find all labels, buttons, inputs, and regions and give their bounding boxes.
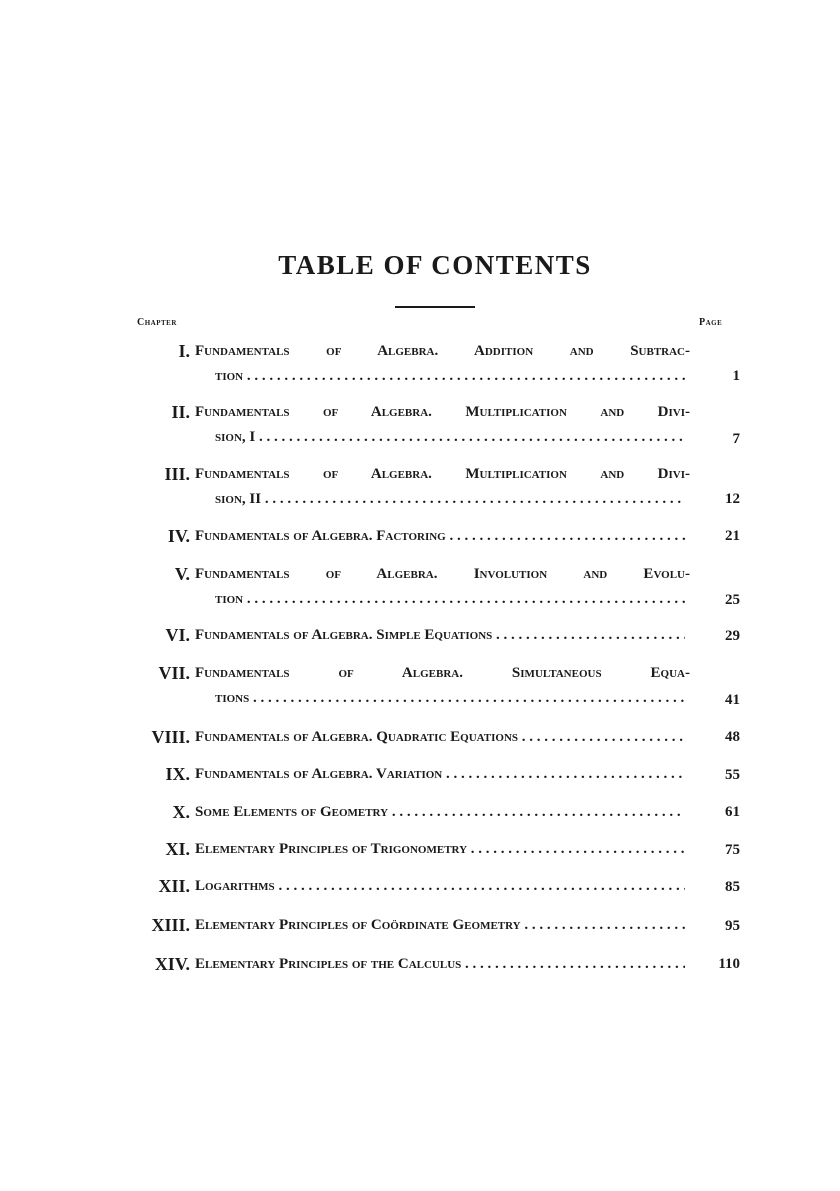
page-number: 61: [725, 804, 740, 820]
chapter-title: Fundamentals of Algebra. Involution and Evolu-: [195, 566, 690, 582]
page-column-header: Page: [699, 317, 723, 328]
page-number: 55: [725, 767, 740, 783]
page-number: 7: [732, 431, 740, 447]
chapter-number: I.: [178, 341, 190, 361]
chapter-number: VI.: [165, 625, 190, 645]
page-number: 29: [725, 628, 740, 644]
chapter-title: Elementary Principles of the Calculus . . .: [195, 953, 685, 975]
chapter-title: Fundamentals of Algebra. Simple Equations . . .: [195, 624, 685, 646]
page-number: 85: [725, 879, 740, 895]
chapter-number: XI.: [165, 839, 190, 859]
title-rule: [395, 306, 475, 308]
chapter-title-continued: tion . . .: [215, 365, 685, 387]
chapter-number: V.: [174, 564, 190, 584]
chapter-title: Fundamentals of Algebra. Factoring . . .: [195, 525, 685, 547]
chapter-title: Fundamentals of Algebra. Variation . . .: [195, 763, 685, 785]
chapter-number: XIII.: [151, 915, 190, 935]
chapter-number: VII.: [158, 663, 190, 683]
chapter-title-continued: tion . . .: [215, 588, 685, 610]
chapter-number: XII.: [158, 876, 190, 896]
page-number: 25: [725, 592, 740, 608]
page-title: TABLE OF CONTENTS: [278, 250, 592, 280]
chapter-title: Fundamentals of Algebra. Quadratic Equations . . .: [195, 726, 685, 748]
chapter-title-continued: sion, II . . .: [215, 488, 685, 510]
page-number: 75: [725, 842, 740, 858]
chapter-title: Fundamentals of Algebra. Multiplication and Divi-: [195, 404, 690, 420]
chapter-title: Logarithms . . .: [195, 875, 685, 897]
chapter-column-header: Chapter: [137, 317, 177, 328]
chapter-number: IV.: [167, 526, 190, 546]
chapter-number: VIII.: [151, 727, 190, 747]
chapter-title: Fundamentals of Algebra. Addition and Subtrac-: [195, 343, 690, 359]
page-number: 12: [725, 491, 740, 507]
page-number: 41: [725, 692, 740, 708]
page-number: 48: [725, 729, 740, 745]
chapter-title: Fundamentals of Algebra. Multiplication and Divi-: [195, 466, 690, 482]
chapter-title: Some Elements of Geometry . . .: [195, 801, 685, 823]
page-number: 110: [718, 956, 740, 972]
chapter-title: Fundamentals of Algebra. Simultaneous Equa-: [195, 665, 690, 681]
chapter-number: IX.: [165, 764, 190, 784]
chapter-title-continued: sion, I . . .: [215, 426, 685, 448]
chapter-title: Elementary Principles of Trigonometry . . .: [195, 838, 685, 860]
page-number: 95: [725, 918, 740, 934]
chapter-number: III.: [164, 464, 190, 484]
chapter-title-continued: tions . . .: [215, 687, 685, 709]
chapter-number: X.: [172, 802, 190, 822]
chapter-number: II.: [171, 402, 190, 422]
page-number: 1: [732, 368, 740, 384]
chapter-number: XIV.: [154, 954, 190, 974]
chapter-title: Elementary Principles of Coördinate Geometry . . .: [195, 914, 685, 936]
page-number: 21: [725, 528, 740, 544]
